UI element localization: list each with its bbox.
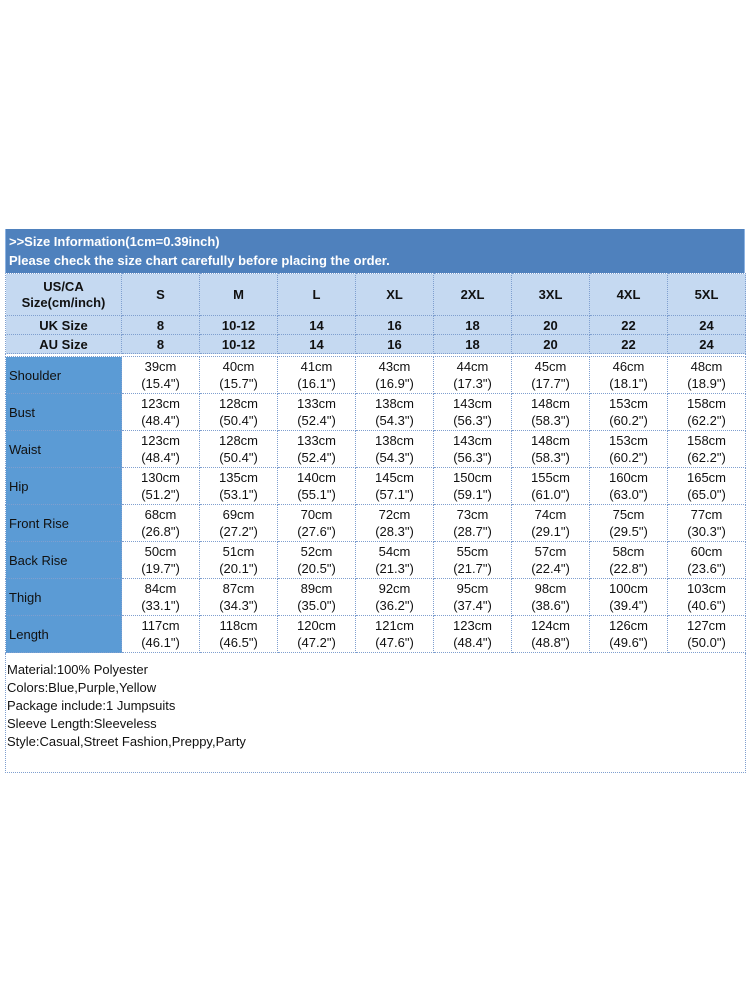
- measurement-cell: [590, 579, 668, 616]
- measurement-cell: [278, 431, 356, 468]
- cm-value: 145cm: [374, 470, 415, 485]
- cm-value: 160cm: [608, 470, 649, 485]
- inch-value: (22.4"): [531, 561, 570, 576]
- inch-value: (33.1"): [141, 598, 180, 613]
- inch-value: (46.1"): [141, 635, 180, 650]
- measurement-cell: [356, 468, 434, 505]
- uk-size-cell: 16: [356, 316, 434, 335]
- cm-value: 54cm: [378, 544, 411, 559]
- cm-value: 165cm: [686, 470, 727, 485]
- measurement-cell: [434, 542, 512, 579]
- cm-value: 55cm: [456, 544, 489, 559]
- note-line: Colors:Blue,Purple,Yellow: [7, 680, 157, 695]
- inch-value: (27.6"): [297, 524, 336, 539]
- uk-size-row: [6, 316, 746, 335]
- measurement-cell: [356, 579, 434, 616]
- measurement-label: Waist: [6, 431, 122, 468]
- inch-value: (47.6"): [375, 635, 414, 650]
- inch-value: (48.8"): [531, 635, 570, 650]
- cm-value: 153cm: [608, 433, 649, 448]
- measurement-cell: [512, 505, 590, 542]
- inch-value: (15.4"): [141, 376, 180, 391]
- cm-value: 126cm: [608, 618, 649, 633]
- measurement-cell: [122, 542, 200, 579]
- cm-value: 95cm: [456, 581, 489, 596]
- measurement-cell: [590, 505, 668, 542]
- note-line: Style:Casual,Street Fashion,Preppy,Party: [7, 734, 246, 749]
- uk-size-cell: 22: [590, 316, 668, 335]
- measurement-row: [6, 542, 746, 579]
- measurement-cell: [512, 468, 590, 505]
- measurement-cell: [356, 357, 434, 394]
- inch-value: (54.3"): [375, 450, 414, 465]
- measurement-cell: [200, 357, 278, 394]
- inch-value: (50.4"): [219, 450, 258, 465]
- measurement-cell: [668, 616, 746, 653]
- au-size-cell: 20: [512, 335, 590, 354]
- inch-value: (56.3"): [453, 450, 492, 465]
- measurement-cell: [278, 579, 356, 616]
- banner-subtitle: Please check the size chart carefully before placing the order.: [9, 253, 390, 268]
- measurement-cell: [590, 468, 668, 505]
- cm-value: 44cm: [456, 359, 489, 374]
- inch-value: (15.7"): [219, 376, 258, 391]
- au-size-cell: 18: [434, 335, 512, 354]
- measurement-cell: [278, 616, 356, 653]
- us-ca-label: US/CA: [43, 278, 84, 294]
- cm-value: 138cm: [374, 433, 415, 448]
- measurement-cell: [668, 394, 746, 431]
- cm-value: 43cm: [378, 359, 411, 374]
- note-line: Sleeve Length:Sleeveless: [7, 716, 157, 731]
- inch-value: (17.3"): [453, 376, 492, 391]
- measurement-cell: [356, 616, 434, 653]
- measurement-cell: [668, 505, 746, 542]
- cm-value: 120cm: [296, 618, 337, 633]
- cm-value: 40cm: [222, 359, 255, 374]
- cm-value: 51cm: [222, 544, 255, 559]
- size-header-cell: XL: [356, 274, 434, 316]
- inch-value: (50.4"): [219, 413, 258, 428]
- measurement-cell: [668, 579, 746, 616]
- measurement-cell: [122, 505, 200, 542]
- inch-value: (51.2"): [141, 487, 180, 502]
- measurement-cell: [200, 616, 278, 653]
- measurement-cell: [512, 542, 590, 579]
- size-table: [5, 273, 746, 653]
- measurement-cell: [434, 357, 512, 394]
- cm-value: 143cm: [452, 433, 493, 448]
- size-header-cell: M: [200, 274, 278, 316]
- measurement-label: Hip: [6, 468, 122, 505]
- cm-value: 123cm: [452, 618, 493, 633]
- inch-value: (26.8"): [141, 524, 180, 539]
- measurement-cell: [668, 468, 746, 505]
- inch-value: (16.1"): [297, 376, 336, 391]
- measurement-cell: [590, 357, 668, 394]
- inch-value: (58.3"): [531, 413, 570, 428]
- inch-value: (16.9"): [375, 376, 414, 391]
- measurement-row: [6, 616, 746, 653]
- inch-value: (29.1"): [531, 524, 570, 539]
- uk-size-cell: 10-12: [200, 316, 278, 335]
- au-size-row: [6, 335, 746, 354]
- au-size-cell: 10-12: [200, 335, 278, 354]
- measurement-label: Back Rise: [6, 542, 122, 579]
- cm-value: 70cm: [300, 507, 333, 522]
- cm-value: 148cm: [530, 396, 571, 411]
- inch-value: (20.1"): [219, 561, 258, 576]
- inch-value: (57.1"): [375, 487, 414, 502]
- inch-value: (55.1"): [297, 487, 336, 502]
- uk-size-cell: 18: [434, 316, 512, 335]
- inch-value: (18.9"): [687, 376, 726, 391]
- inch-value: (18.1"): [609, 376, 648, 391]
- cm-value: 130cm: [140, 470, 181, 485]
- measurement-row: [6, 431, 746, 468]
- measurement-cell: [434, 431, 512, 468]
- cm-value: 135cm: [218, 470, 259, 485]
- measurement-row: [6, 357, 746, 394]
- inch-value: (29.5"): [609, 524, 648, 539]
- inch-value: (54.3"): [375, 413, 414, 428]
- uk-size-cell: 8: [122, 316, 200, 335]
- cm-value: 41cm: [300, 359, 333, 374]
- cm-value: 128cm: [218, 433, 259, 448]
- au-size-cell: 14: [278, 335, 356, 354]
- size-info-banner: [5, 229, 745, 273]
- measurement-cell: [668, 431, 746, 468]
- inch-value: (19.7"): [141, 561, 180, 576]
- measurement-label: Front Rise: [6, 505, 122, 542]
- cm-value: 121cm: [374, 618, 415, 633]
- measurement-cell: [122, 468, 200, 505]
- measurement-cell: [590, 431, 668, 468]
- cm-value: 75cm: [612, 507, 645, 522]
- cm-value: 140cm: [296, 470, 337, 485]
- inch-value: (27.2"): [219, 524, 258, 539]
- measurement-cell: [512, 616, 590, 653]
- cm-value: 92cm: [378, 581, 411, 596]
- inch-value: (34.3"): [219, 598, 258, 613]
- size-header-cell: L: [278, 274, 356, 316]
- inch-value: (23.6"): [687, 561, 726, 576]
- measurement-cell: [278, 468, 356, 505]
- measurement-cell: [278, 505, 356, 542]
- inch-value: (50.0"): [687, 635, 726, 650]
- size-header-label: [6, 274, 122, 316]
- cm-value: 103cm: [686, 581, 727, 596]
- cm-value: 123cm: [140, 396, 181, 411]
- cm-value: 158cm: [686, 433, 727, 448]
- inch-value: (52.4"): [297, 450, 336, 465]
- cm-value: 133cm: [296, 433, 337, 448]
- measurement-cell: [668, 357, 746, 394]
- measurement-cell: [356, 394, 434, 431]
- cm-value: 89cm: [300, 581, 333, 596]
- inch-value: (21.3"): [375, 561, 414, 576]
- inch-value: (40.6"): [687, 598, 726, 613]
- note-line: Material:100% Polyester: [7, 662, 148, 677]
- measurement-row: [6, 505, 746, 542]
- inch-value: (48.4"): [453, 635, 492, 650]
- measurement-cell: [434, 468, 512, 505]
- cm-value: 45cm: [534, 359, 567, 374]
- measurement-cell: [590, 616, 668, 653]
- measurement-cell: [200, 468, 278, 505]
- measurement-label: Bust: [6, 394, 122, 431]
- inch-value: (62.2"): [687, 450, 726, 465]
- cm-value: 133cm: [296, 396, 337, 411]
- inch-value: (17.7"): [531, 376, 570, 391]
- cm-value: 150cm: [452, 470, 493, 485]
- measurement-cell: [356, 505, 434, 542]
- cm-value: 138cm: [374, 396, 415, 411]
- uk-size-label: UK Size: [6, 316, 122, 335]
- measurement-cell: [200, 505, 278, 542]
- cm-value: 128cm: [218, 396, 259, 411]
- size-header-row: [6, 274, 746, 316]
- cm-value: 39cm: [144, 359, 177, 374]
- cm-value: 153cm: [608, 396, 649, 411]
- inch-value: (62.2"): [687, 413, 726, 428]
- cm-value: 60cm: [690, 544, 723, 559]
- measurement-label: Shoulder: [6, 357, 122, 394]
- measurement-cell: [278, 357, 356, 394]
- measurement-row: [6, 394, 746, 431]
- cm-value: 118cm: [219, 618, 258, 633]
- size-header-cell: 4XL: [590, 274, 668, 316]
- cm-value: 87cm: [222, 581, 255, 596]
- measurement-label: Thigh: [6, 579, 122, 616]
- measurement-cell: [512, 431, 590, 468]
- inch-value: (21.7"): [453, 561, 492, 576]
- inch-value: (65.0"): [687, 487, 726, 502]
- cm-value: 52cm: [300, 544, 333, 559]
- cm-value: 143cm: [452, 396, 493, 411]
- measurement-cell: [122, 431, 200, 468]
- banner-title: >>Size Information(1cm=0.39inch): [9, 234, 220, 249]
- measurement-cell: [434, 394, 512, 431]
- uk-size-cell: 20: [512, 316, 590, 335]
- measurement-cell: [512, 579, 590, 616]
- au-size-cell: 16: [356, 335, 434, 354]
- size-chart: [5, 229, 745, 773]
- note-line: Package include:1 Jumpsuits: [7, 698, 176, 713]
- measurement-cell: [356, 542, 434, 579]
- cm-value: 69cm: [222, 507, 255, 522]
- inch-value: (52.4"): [297, 413, 336, 428]
- inch-value: (35.0"): [297, 598, 336, 613]
- au-size-cell: 22: [590, 335, 668, 354]
- cm-value: 98cm: [534, 581, 567, 596]
- au-size-label: AU Size: [6, 335, 122, 354]
- inch-value: (46.5"): [219, 635, 258, 650]
- cm-value: 155cm: [530, 470, 571, 485]
- uk-size-cell: 24: [668, 316, 746, 335]
- inch-value: (22.8"): [609, 561, 648, 576]
- inch-value: (60.2"): [609, 413, 648, 428]
- measurement-cell: [200, 394, 278, 431]
- measurement-cell: [122, 394, 200, 431]
- measurement-cell: [200, 579, 278, 616]
- inch-value: (63.0"): [609, 487, 648, 502]
- inch-value: (56.3"): [453, 413, 492, 428]
- inch-value: (53.1"): [219, 487, 258, 502]
- product-notes: [5, 653, 746, 773]
- measurement-label: Length: [6, 616, 122, 653]
- cm-value: 57cm: [534, 544, 567, 559]
- inch-value: (38.6"): [531, 598, 570, 613]
- measurement-cell: [590, 542, 668, 579]
- measurement-cell: [122, 579, 200, 616]
- inch-value: (48.4"): [141, 450, 180, 465]
- cm-value: 73cm: [456, 507, 489, 522]
- inch-value: (59.1"): [453, 487, 492, 502]
- uk-size-cell: 14: [278, 316, 356, 335]
- measurement-row: [6, 579, 746, 616]
- inch-value: (30.3"): [687, 524, 726, 539]
- measurement-cell: [434, 579, 512, 616]
- inch-value: (28.7"): [453, 524, 492, 539]
- au-size-cell: 8: [122, 335, 200, 354]
- cm-value: 68cm: [144, 507, 177, 522]
- inch-value: (47.2"): [297, 635, 336, 650]
- au-size-cell: 24: [668, 335, 746, 354]
- measurement-cell: [356, 431, 434, 468]
- cm-value: 77cm: [690, 507, 723, 522]
- size-header-cell: S: [122, 274, 200, 316]
- inch-value: (49.6"): [609, 635, 648, 650]
- inch-value: (61.0"): [531, 487, 570, 502]
- cm-value: 50cm: [144, 544, 177, 559]
- measurement-cell: [122, 616, 200, 653]
- cm-value: 100cm: [608, 581, 649, 596]
- cm-value: 117cm: [141, 618, 180, 633]
- inch-value: (36.2"): [375, 598, 414, 613]
- measurement-cell: [512, 357, 590, 394]
- cm-value: 148cm: [530, 433, 571, 448]
- cm-value: 74cm: [534, 507, 567, 522]
- cm-value: 46cm: [612, 359, 645, 374]
- size-header-cell: 5XL: [668, 274, 746, 316]
- cm-value: 84cm: [144, 581, 177, 596]
- inch-value: (58.3"): [531, 450, 570, 465]
- cm-value: 48cm: [690, 359, 723, 374]
- measurement-cell: [434, 616, 512, 653]
- inch-value: (39.4"): [609, 598, 648, 613]
- measurement-cell: [122, 357, 200, 394]
- inch-value: (28.3"): [375, 524, 414, 539]
- measurement-cell: [434, 505, 512, 542]
- cm-value: 72cm: [378, 507, 411, 522]
- size-header-cell: 3XL: [512, 274, 590, 316]
- cm-value: 58cm: [612, 544, 645, 559]
- measurement-cell: [200, 542, 278, 579]
- measurement-cell: [590, 394, 668, 431]
- size-header-cell: 2XL: [434, 274, 512, 316]
- inch-value: (48.4"): [141, 413, 180, 428]
- measurement-cell: [200, 431, 278, 468]
- inch-value: (37.4"): [453, 598, 492, 613]
- cm-value: 158cm: [686, 396, 727, 411]
- cm-value: 127cm: [686, 618, 727, 633]
- inch-value: (60.2"): [609, 450, 648, 465]
- measurement-cell: [278, 542, 356, 579]
- measurement-row: [6, 468, 746, 505]
- size-unit-label: Size(cm/inch): [21, 294, 106, 310]
- cm-value: 124cm: [530, 618, 571, 633]
- cm-value: 123cm: [140, 433, 181, 448]
- measurement-cell: [668, 542, 746, 579]
- inch-value: (20.5"): [297, 561, 336, 576]
- measurement-cell: [512, 394, 590, 431]
- measurement-cell: [278, 394, 356, 431]
